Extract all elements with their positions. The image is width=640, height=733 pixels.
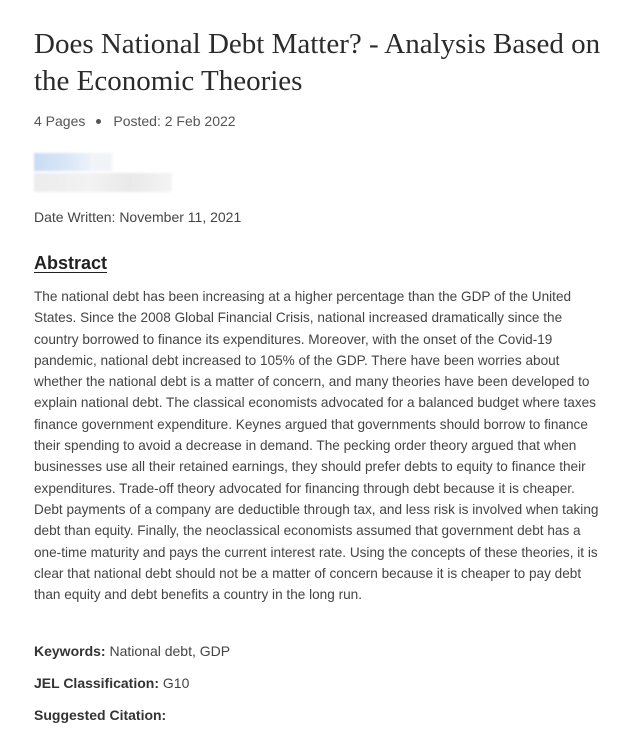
paper-meta xyxy=(34,113,236,129)
author-info-redacted xyxy=(34,153,174,193)
keywords-value: National debt, GDP xyxy=(109,643,231,659)
jel-classification-row xyxy=(34,675,189,691)
separator-dot-icon xyxy=(96,119,101,124)
page-count: 4 Pages xyxy=(34,113,86,129)
date-written: Date Written: November 11, 2021 xyxy=(34,209,242,225)
jel-value: G10 xyxy=(162,675,190,691)
keywords-label: Keywords: xyxy=(34,643,110,659)
posted-date: Posted: 2 Feb 2022 xyxy=(113,113,236,129)
abstract-text: The national debt has been increasing at a higher percentage than the GDP of the United States. Since the 2008 Global Financial Crisis, national increased dramatically since the country borrowed to finance its expenditures. Moreover, with the onset of the Covid-19 pandemic, national debt increased to 105% of the GDP. There have been worries about whether the national debt is a matter of concern, and many theories have been developed to explain national debt. The classical economists advocated for a balanced budget where taxes finance government expenditure. Keynes argued that governments should borrow to finance their spending to avoid a decrease in demand. The pecking order theory argued that when businesses use all their retained earnings, they should prefer debts to equity to finance their expenditures. Trade-off theory advocated for financing through debt because it is cheaper. Debt payments of a company are deductible through tax, and less risk is involved when taking debt than equity. Finally, the neoclassical economists assumed that government debt has a one-time maturity and pays the current interest rate. Using the concepts of these theories, it is clear that national debt should not be a matter of concern because it is cheaper to pay debt than equity and debt benefits a country in the long run. xyxy=(34,289,599,603)
paper-title: Does National Debt Matter? - Analysis Based on the Economic Theories xyxy=(34,28,601,97)
keywords-row xyxy=(34,643,230,659)
author-affiliation-blur xyxy=(34,173,172,192)
suggested-citation-label: Suggested Citation: xyxy=(34,707,167,723)
abstract-heading: Abstract xyxy=(34,253,108,273)
jel-label: JEL Classification: xyxy=(34,675,163,691)
author-name-blur xyxy=(34,153,92,171)
suggested-citation-row xyxy=(34,707,166,723)
